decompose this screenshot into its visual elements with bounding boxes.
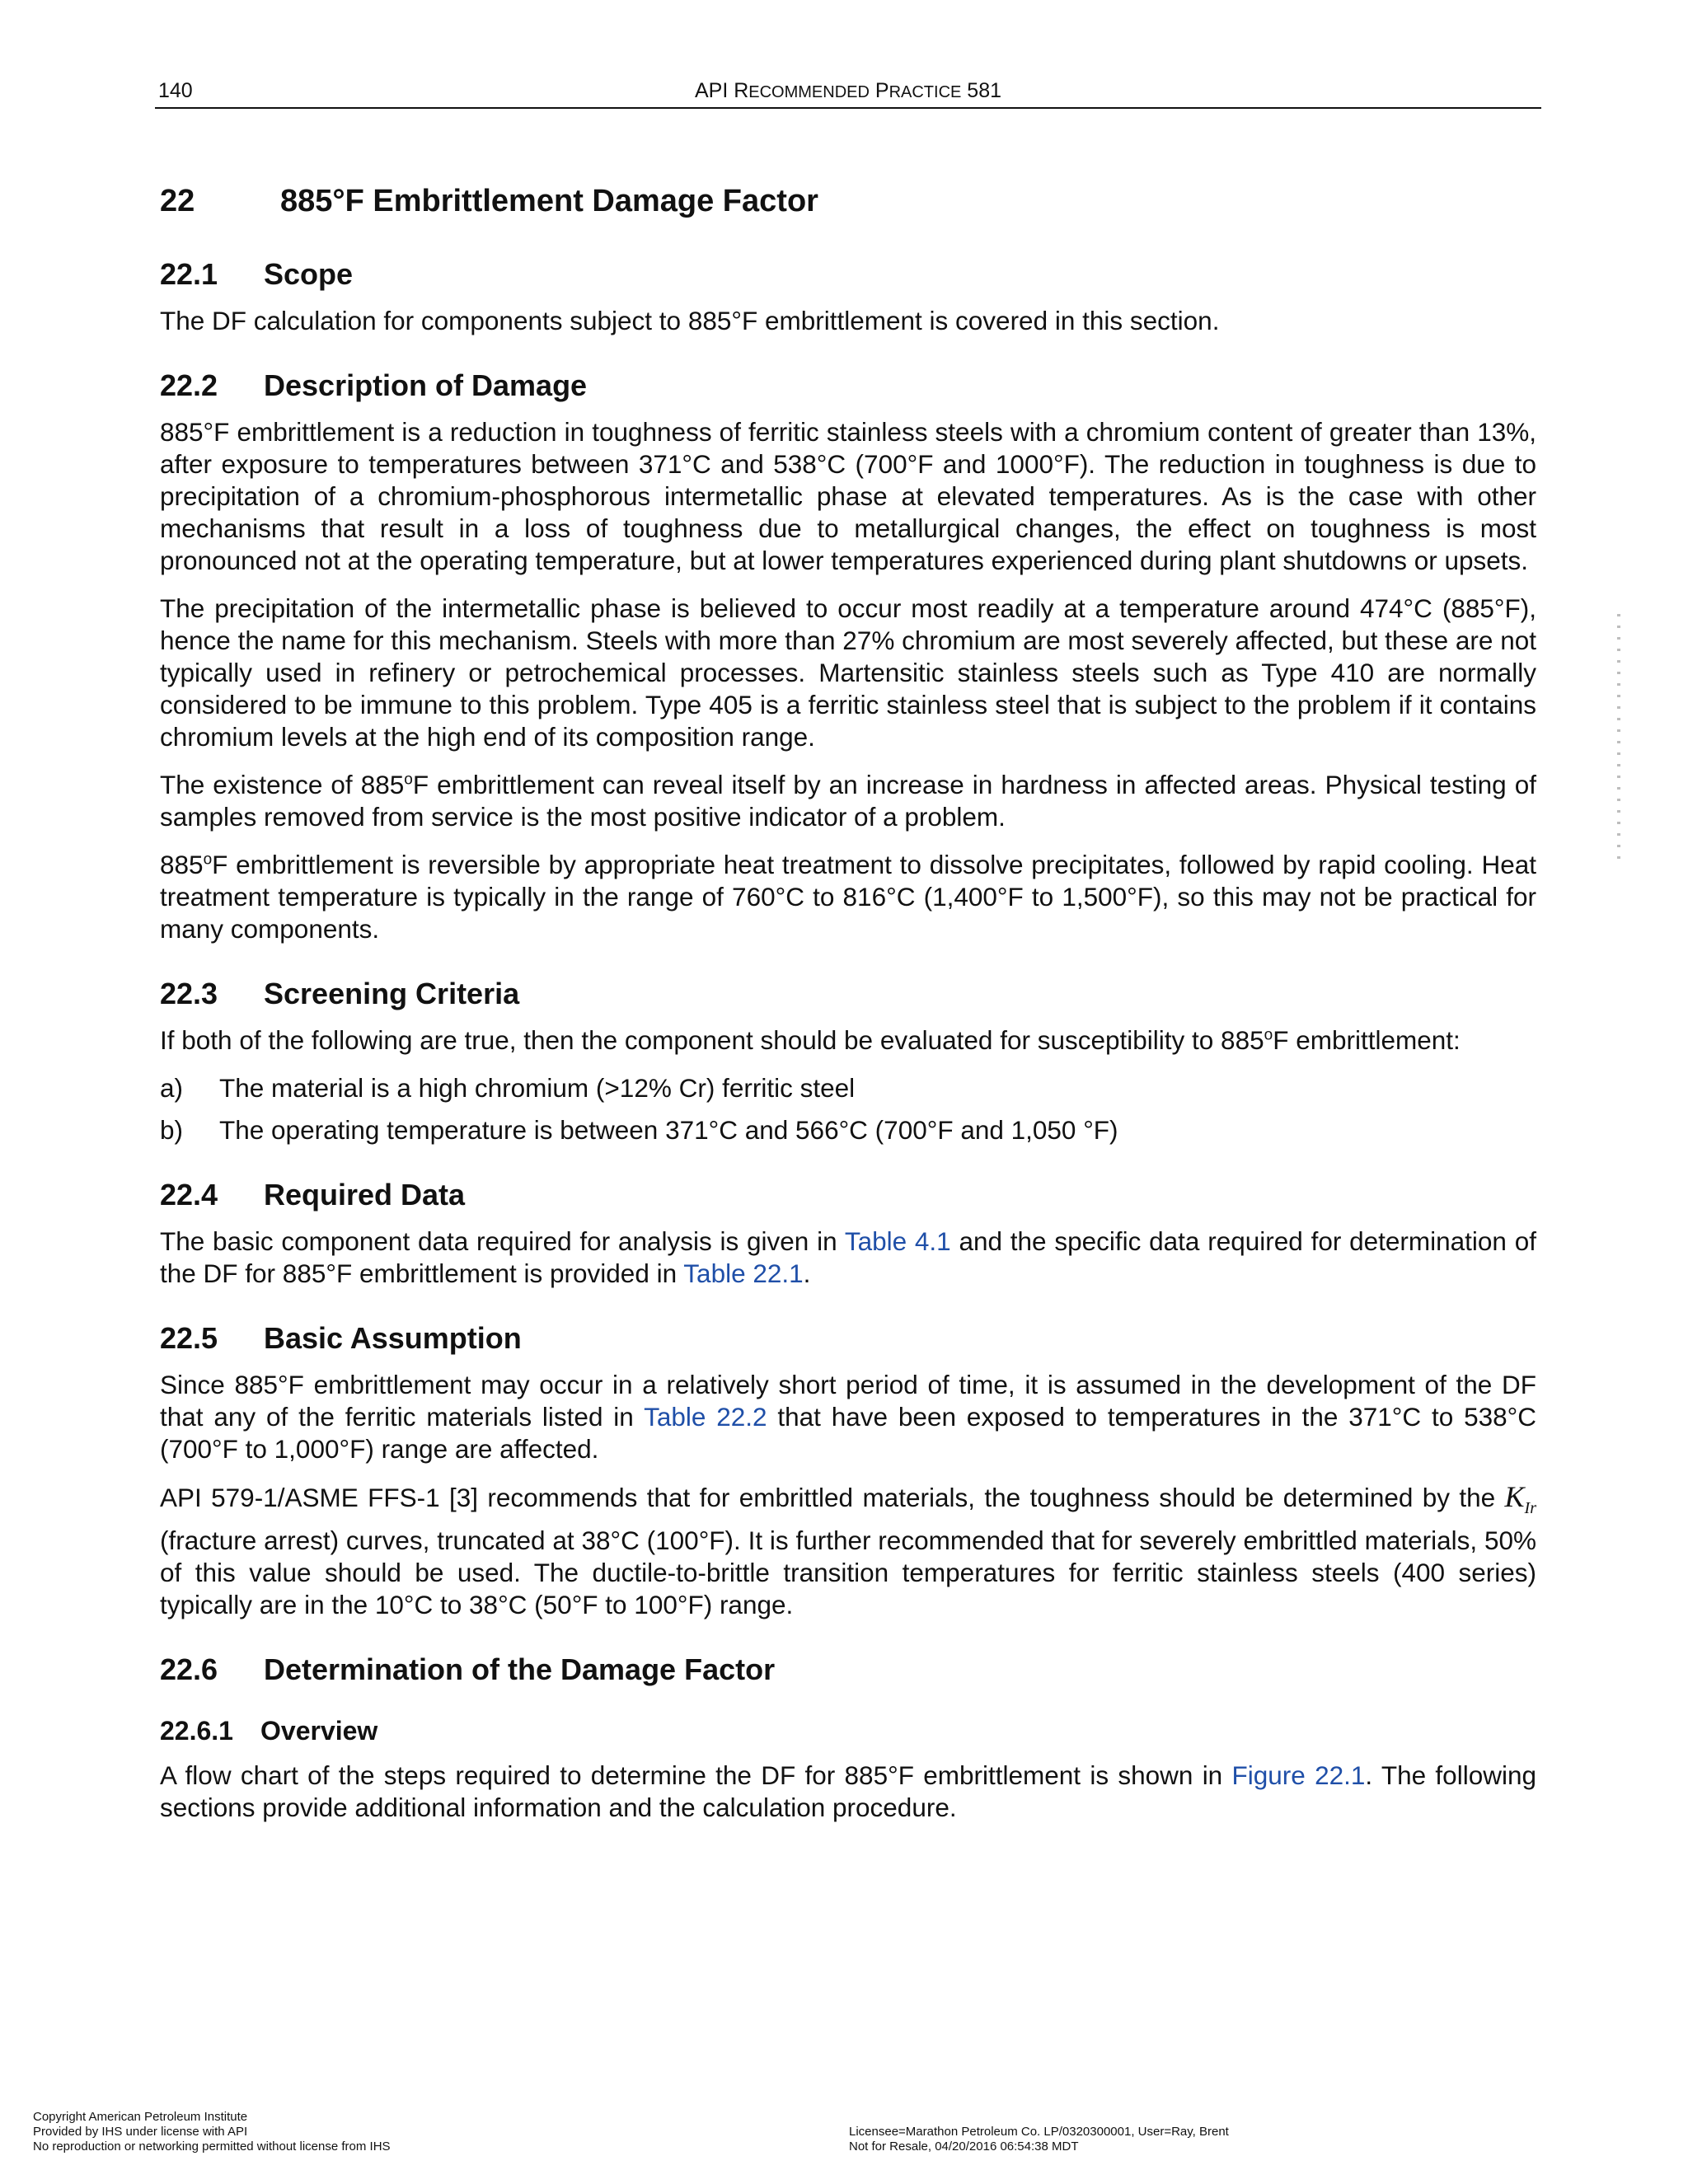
footer-copyright: Copyright American Petroleum Institute Provided by IHS under license with API No reproduction or networking permitted without license from IHS: [33, 2110, 391, 2154]
table-4-1-link[interactable]: Table 4.1: [844, 1226, 951, 1256]
screening-paragraph: If both of the following are true, then the component should be evaluated for susceptibility to 885$^o$F embrittlement:: [160, 1025, 1461, 1055]
damage-paragraph-2: The precipitation of the intermetallic phase is believed to occur most readily at a temperature around 474°C (885°F), hence the name for this mechanism. Steels with more than 27% chromium are most severely affected, but these are not typically used in refinery or petrochemical processes. Martensitic stainless steels such as Type 410 are normally considered to be immune to this problem. Type 405 is a ferritic stainless steel that is subject to the problem if it contains chromium levels at the high end of its composition range.: [160, 593, 1536, 752]
heading-22-6-1: 22.6.1 Overview: [160, 1716, 378, 1746]
heading-22-2: 22.2 Description of Damage: [160, 368, 588, 402]
table-22-1-link[interactable]: Table 22.1: [683, 1258, 804, 1288]
main-content: [160, 180, 1536, 1840]
heading-22-6: 22.6 Determination of the Damage Factor: [160, 1652, 776, 1687]
damage-paragraph-3: The existence of 885$^o$F embrittlement can reveal itself by an increase in hardness in affected areas. Physical testing of samples removed from service is the most positive indicator of a problem.: [160, 770, 1536, 832]
assumption-paragraph-1: Since 885°F embrittlement may occur in a relatively short period of time, it is assumed in the development of the DF that any of the ferritic materials listed in Table 22.2 that have been exposed to temperatures in the 371°C to 538°C (700°F to 1,000°F) range are affected.: [160, 1370, 1536, 1464]
damage-paragraph-4: 885$^o$F embrittlement is reversible by appropriate heat treatment to dissolve precipitates, followed by rapid cooling. Heat treatment temperature is typically in the range of 760°C to 816°C (1,400°F to 1,500°F), so this may not be practical for many components.: [160, 850, 1536, 944]
footer-license: Licensee=Marathon Petroleum Co. LP/0320300001, User=Ray, Brent Not for Resale, 04/20/2016 06:54:38 MDT: [849, 2125, 1229, 2154]
heading-22-1: 22.1 Scope: [160, 257, 354, 291]
section-heading: 22 885°F Embrittlement Damage Factor: [160, 184, 818, 218]
overview-paragraph: A flow chart of the steps required to determine the DF for 885°F embrittlement is shown in Figure 22.1. The following sections provide additional information and the calculation procedure.: [160, 1760, 1536, 1823]
running-header: [155, 79, 1541, 109]
heading-22-5: 22.5 Basic Assumption: [160, 1321, 522, 1355]
list-item: a) The material is a high chromium (>12% Cr) ferritic steel: [160, 1073, 856, 1103]
required-data-paragraph: The basic component data required for analysis is given in Table 4.1 and the specific data required for determination of the DF for 885°F embrittlement is provided in Table 22.1.: [160, 1226, 1536, 1288]
page-number: 140: [158, 79, 193, 102]
figure-22-1-link[interactable]: Figure 22.1: [1231, 1760, 1366, 1791]
heading-22-4: 22.4 Required Data: [160, 1178, 466, 1212]
running-title: API RECOMMENDED PRACTICE 581: [694, 79, 1002, 102]
kir-symbol: $K_{Ir}$: [1504, 1480, 1536, 1518]
heading-22-3: 22.3 Screening Criteria: [160, 977, 520, 1010]
table-22-2-link[interactable]: Table 22.2: [644, 1402, 767, 1432]
screening-list: [160, 1072, 1536, 1146]
list-item: b) The operating temperature is between 371°C and 566°C (700°F and 1,050 °F): [160, 1115, 1118, 1145]
assumption-paragraph-2: API 579-1/ASME FFS-1 [3] recommends that for embrittled materials, the toughness should be determined by the $K_{Ir}$ (fracture arrest) curves, truncated at 38°C (100°F). It is further recommended that for severely embrittled materials, 50% of this value should be used. The ductile-to-brittle transition temperatures for ferritic stainless steels (400 series) typically are in the 10°C to 38°C (50°F to 100°F) range.: [160, 1480, 1536, 1620]
margin-watermark: [1617, 614, 1620, 861]
scope-paragraph: The DF calculation for components subject to 885°F embrittlement is covered in this section.: [160, 306, 1220, 335]
damage-paragraph-1: 885°F embrittlement is a reduction in toughness of ferritic stainless steels with a chromium content of greater than 13%, after exposure to temperatures between 371°C and 538°C (700°F and 1000°F). The reduction in toughness is due to precipitation of a chromium-phosphorous intermetallic phase at elevated temperatures. As is the case with other mechanisms that result in a loss of toughness due to metallurgical changes, the effect on toughness is most pronounced not at the operating temperature, but at lower temperatures experienced during plant shutdowns or upsets.: [160, 417, 1536, 575]
